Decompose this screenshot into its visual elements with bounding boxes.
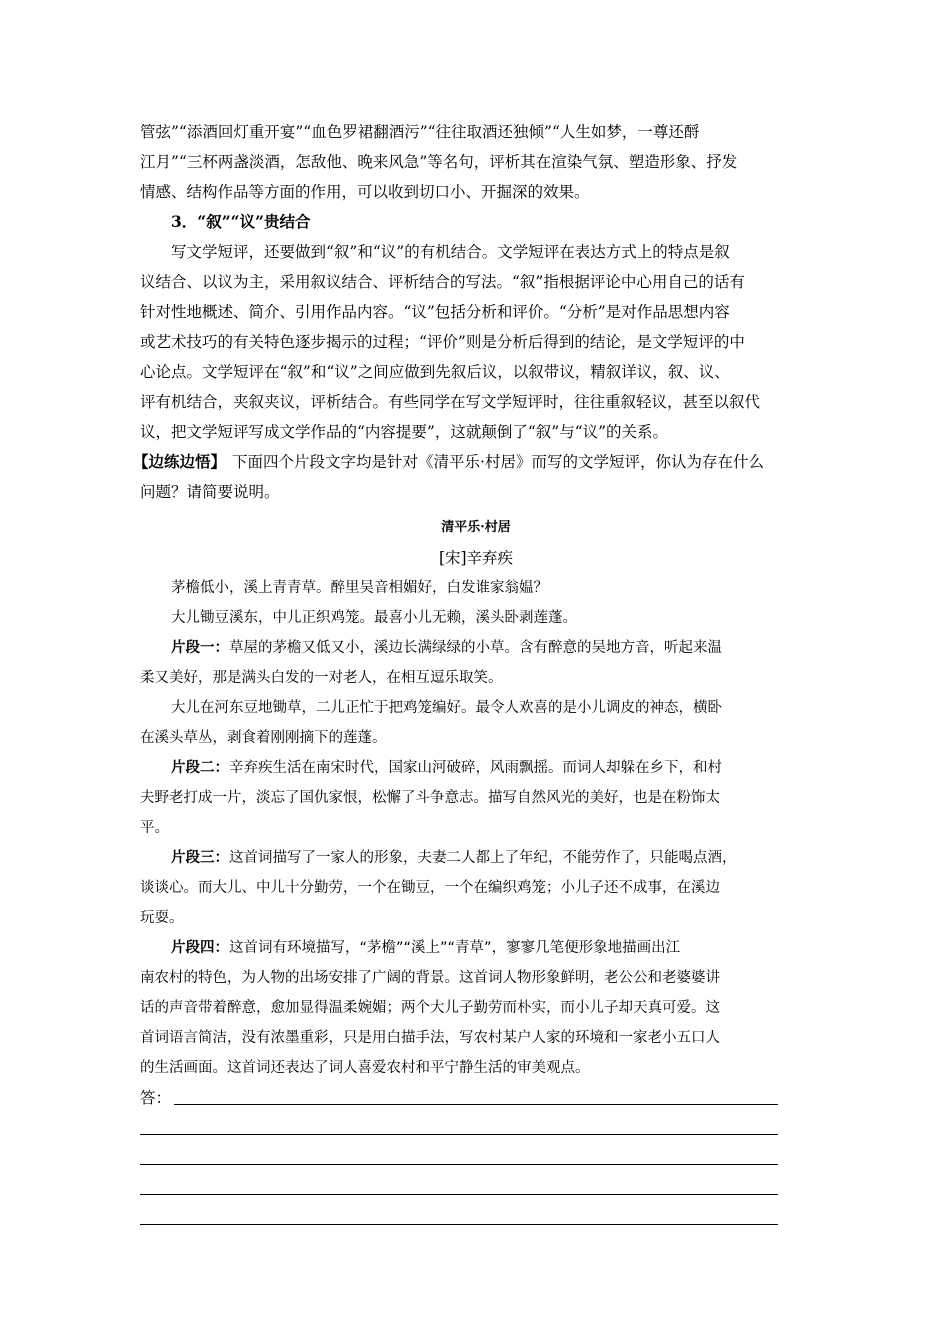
fragment-text: 这首词有环境描写，“茅檐”“溪上”“青草”，寥寥几笔便形象地描画出江 (229, 940, 681, 956)
fragment-four (140, 933, 812, 1083)
answer-line[interactable] (140, 1113, 812, 1143)
intro-line: 情感、结构作品等方面的作用，可以收到切口小、开掘深的效果。 (140, 183, 590, 201)
fragment-text: 辛弃疾生活在南宋时代，国家山河破碎，风雨飘摇。而词人却躲在乡下，和村 (229, 760, 722, 776)
paragraph-line: 或艺术技巧的有关特色逐步揭示的过程；“评价”则是分析后得到的结论，是文学短评的中 (140, 333, 745, 351)
section-paragraph (140, 237, 812, 447)
exercise-text: 问题？请简要说明。 (140, 483, 280, 501)
fragment-label: 片段一： (171, 640, 229, 656)
fragment-two (140, 753, 812, 843)
fragment-text: 话的声音带着醉意，愈加显得温柔婉媚；两个大儿子勤劳而朴实，而小儿子却天真可爱。这 (140, 1000, 720, 1016)
poem-body (140, 573, 812, 633)
exercise-prompt (133, 447, 812, 507)
paragraph-line: 写文学短评，还要做到“叙”和“议”的有机结合。文学短评在表达方式上的特点是叙 (171, 243, 730, 261)
fragment-text: 草屋的茅檐又低又小，溪边长满绿绿的小草。含有醉意的吴地方音，听起来温 (229, 640, 722, 656)
fragment-text: 玩耍。 (140, 910, 184, 926)
paragraph-line: 议，把文学短评写成文学作品的“内容提要”，这就颠倒了“叙”与“议”的关系。 (140, 423, 669, 441)
paragraph-line: 针对性地概述、简介、引用作品内容。“议”包括分析和评价。“分析”是对作品思想内容 (140, 303, 730, 321)
section-heading: 3．“叙”“议”贵结合 (171, 212, 311, 231)
fragment-label: 片段二： (171, 760, 229, 776)
poem-author: [宋]辛弃疾 (438, 549, 514, 567)
fragment-one (140, 633, 812, 753)
exercise-text: 下面四个片段文字均是针对《清平乐·村居》而写的文学短评，你认为存在什么 (232, 453, 764, 471)
fragment-text: 这首词描写了一家人的形象，夫妻二人都上了年纪，不能劳作了，只能喝点酒， (229, 850, 737, 866)
fragment-text: 夫野老打成一片，淡忘了国仇家恨，松懈了斗争意志。描写自然风光的美好，也是在粉饰太 (140, 790, 720, 806)
fragment-text: 柔又美好，那是满头白发的一对老人，在相互逗乐取笑。 (140, 670, 503, 686)
fragment-text: 的生活画面。这首词还表达了词人喜爱农村和平宁静生活的审美观点。 (140, 1060, 590, 1076)
answer-line[interactable] (140, 1143, 812, 1173)
poem-title: 清平乐·村居 (441, 520, 511, 535)
intro-paragraph (140, 117, 812, 207)
fragment-text: 大儿在河东豆地锄草，二儿正忙于把鸡笼编好。最令人欢喜的是小儿调皮的神态，横卧 (171, 700, 722, 716)
answer-area[interactable] (140, 1083, 812, 1233)
fragment-text: 平。 (140, 820, 169, 836)
fragment-text: 谈谈心。而大儿、中儿十分勤劳，一个在锄豆，一个在编织鸡笼；小儿子还不成事，在溪边 (140, 880, 720, 896)
fragment-text: 首词语言简洁，没有浓墨重彩，只是用白描手法，写农村某户人家的环境和一家老小五口人 (140, 1030, 720, 1046)
poem-line: 茅檐低小，溪上青青草。醉里吴音相媚好，白发谁家翁媪？ (171, 580, 548, 596)
answer-label: 答： (140, 1089, 172, 1107)
fragment-text: 在溪头草丛，剥食着刚刚摘下的莲蓬。 (140, 730, 387, 746)
document-page (133, 117, 812, 1233)
paragraph-line: 心论点。文学短评在“叙”和“议”之间应做到先叙后议，以叙带议，精叙详议，叙、议、 (140, 363, 730, 381)
intro-line: 管弦”“添酒回灯重开宴”“血色罗裙翻酒污”“往往取酒还独倾”“人生如梦，一尊还酹 (140, 123, 700, 141)
answer-line[interactable] (140, 1203, 812, 1233)
fragment-three (140, 843, 812, 933)
fragment-text: 南农村的特色，为人物的出场安排了广阔的背景。这首词人物形象鲜明，老公公和老婆婆讲 (140, 970, 720, 986)
paragraph-line: 议结合、以议为主，采用叙议结合、评析结合的写法。“叙”指根据评论中心用自己的话有 (140, 273, 745, 291)
fragment-label: 片段四： (171, 940, 229, 956)
intro-line: 江月”“三杯两盏淡酒，怎敌他、晚来风急”等名句，评析其在渲染气氛、塑造形象、抒发 (140, 153, 738, 171)
paragraph-line: 评有机结合，夹叙夹议，评析结合。有些同学在写文学短评时，往往重叙轻议，甚至以叙代 (140, 393, 761, 411)
poem-line: 大儿锄豆溪东，中儿正织鸡笼。最喜小儿无赖，溪头卧剥莲蓬。 (171, 610, 577, 626)
exercise-label: 【边练边悟】 (133, 452, 227, 471)
fragment-label: 片段三： (171, 850, 229, 866)
answer-line[interactable] (140, 1083, 812, 1113)
answer-line[interactable] (140, 1173, 812, 1203)
